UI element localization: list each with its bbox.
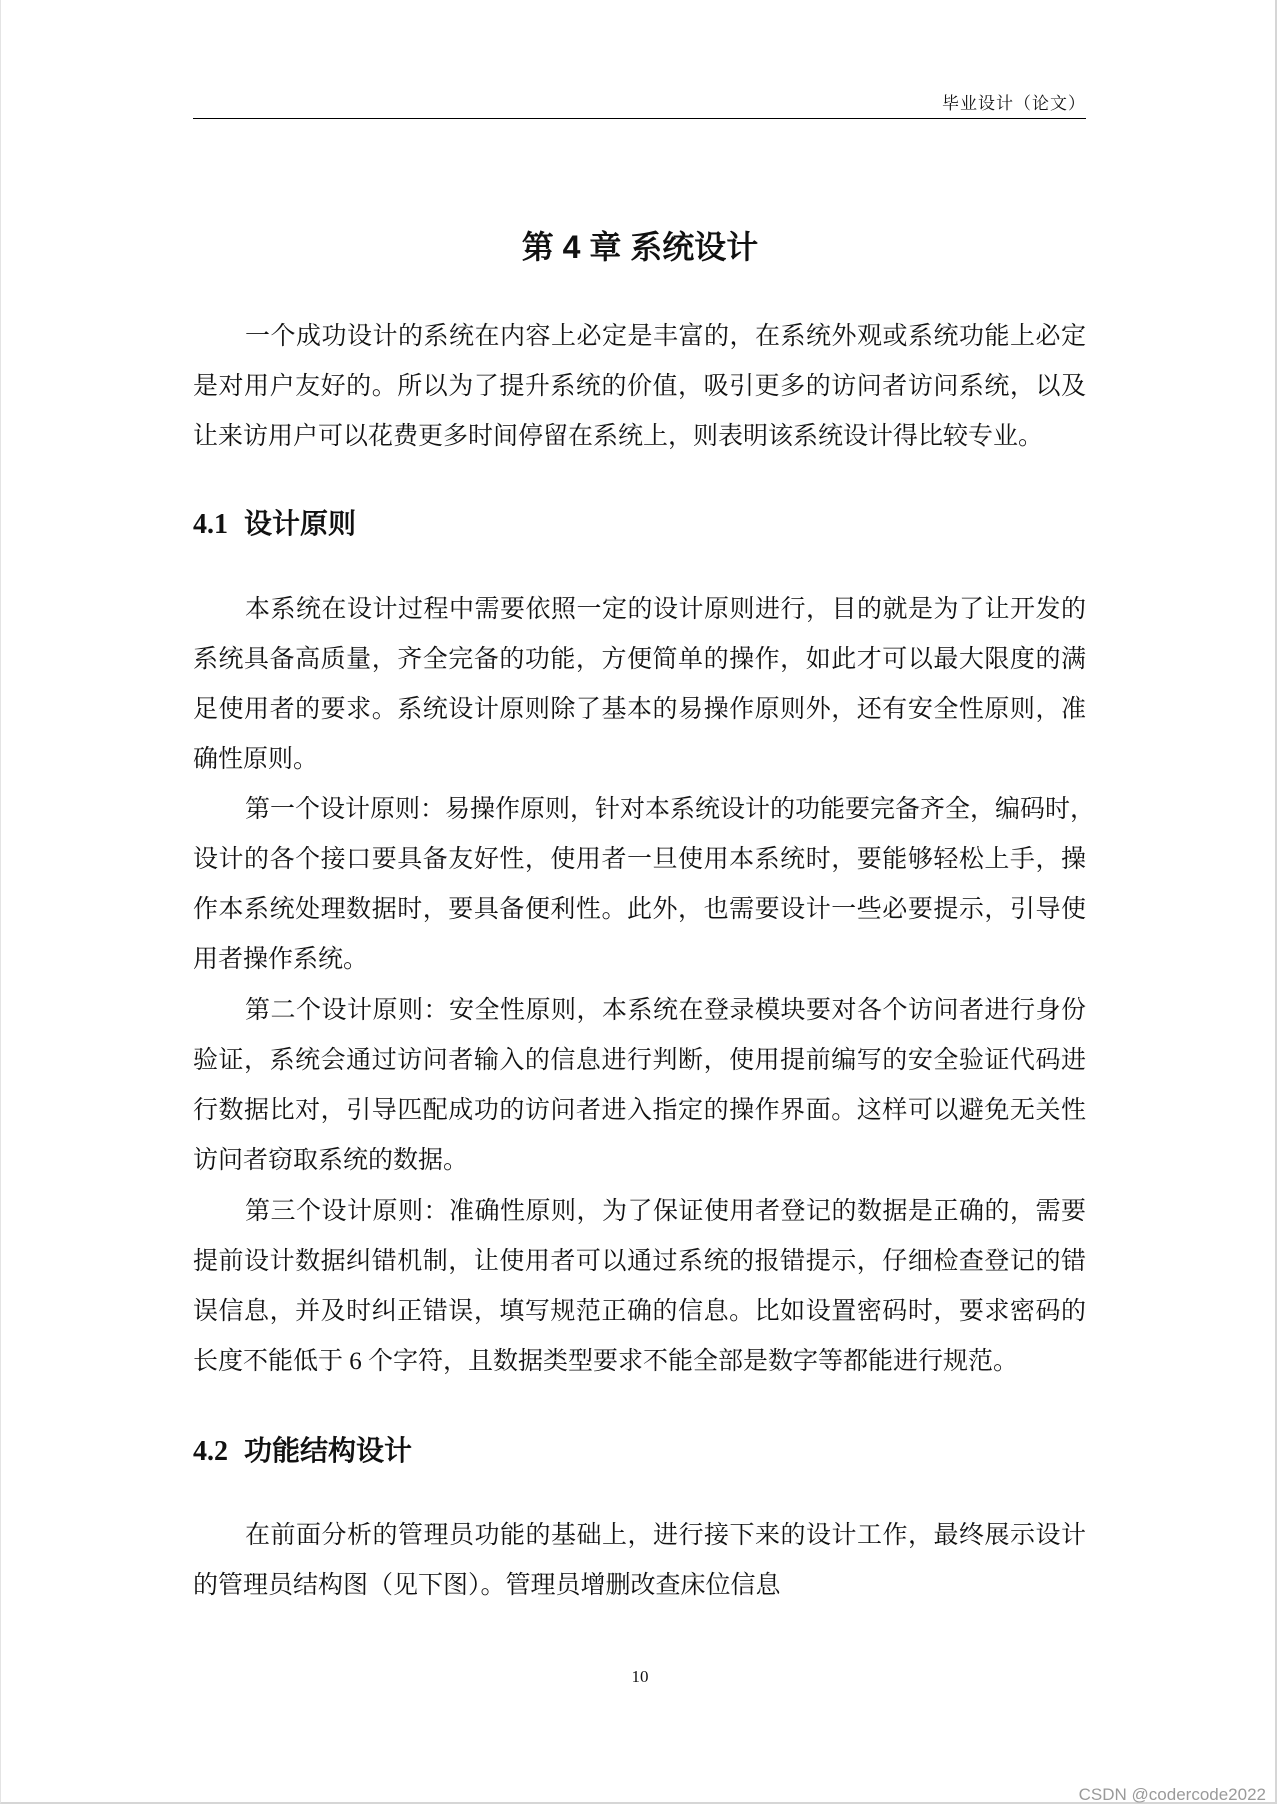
text-line: 的管理员结构图（见下图）。管理员增删改查床位信息 — [193, 1572, 781, 1599]
section-title: 设计原则 — [244, 508, 357, 539]
page-number: 10 — [631, 1667, 649, 1686]
header-rule — [193, 118, 1086, 119]
text-line: 一个成功设计的系统在内容上必定是丰富的，在系统外观或系统功能上必定 — [245, 323, 1086, 350]
watermark: CSDN @codercode2022 — [1078, 1785, 1266, 1804]
paragraph — [193, 785, 1096, 985]
text-line: 验证，系统会通过访问者输入的信息进行判断，使用提前编写的安全验证代码进 — [193, 1047, 1086, 1074]
section-number: 4.2 — [193, 1436, 228, 1467]
text-line: 误信息，并及时纠正错误，填写规范正确的信息。比如设置密码时，要求密码的 — [193, 1298, 1086, 1325]
text-line: 行数据比对，引导匹配成功的访问者进入指定的操作界面。这样可以避免无关性 — [193, 1097, 1086, 1124]
section-number: 4.1 — [193, 509, 228, 540]
text-line: 是对用户友好的。所以为了提升系统的价值，吸引更多的访问者访问系统，以及 — [193, 373, 1086, 400]
section-title: 功能结构设计 — [244, 1435, 413, 1466]
text-line: 确性原则。 — [193, 746, 319, 773]
text-line: 长度不能低于 6 个字符，且数据类型要求不能全部是数字等都能进行规范。 — [193, 1348, 1019, 1375]
running-header: 毕业设计（论文） — [942, 94, 1086, 113]
chapter-title: 第 4 章 系统设计 — [521, 229, 759, 265]
text-line: 提前设计数据纠错机制，让使用者可以通过系统的报错提示，仔细检查登记的错 — [193, 1248, 1086, 1275]
section-heading-4-1 — [193, 506, 356, 543]
text-line: 第二个设计原则：安全性原则，本系统在登录模块要对各个访问者进行身份 — [245, 997, 1086, 1024]
text-line: 让来访用户可以花费更多时间停留在系统上，则表明该系统设计得比较专业。 — [193, 423, 1044, 450]
section-heading-4-2 — [193, 1433, 412, 1470]
text-line: 作本系统处理数据时，要具备便利性。此外，也需要设计一些必要提示，引导使 — [193, 896, 1086, 923]
text-line: 在前面分析的管理员功能的基础上，进行接下来的设计工作，最终展示设计 — [245, 1522, 1086, 1549]
text-line: 设计的各个接口要具备友好性，使用者一旦使用本系统时，要能够轻松上手，操 — [193, 846, 1086, 873]
text-line: 本系统在设计过程中需要依照一定的设计原则进行，目的就是为了让开发的 — [245, 596, 1086, 623]
intro-paragraph — [193, 312, 1086, 462]
text-line: 访问者窃取系统的数据。 — [193, 1147, 469, 1174]
text-line: 足使用者的要求。系统设计原则除了基本的易操作原则外，还有安全性原则，准 — [193, 696, 1086, 723]
paragraph — [193, 986, 1086, 1186]
text-line: 系统具备高质量，齐全完备的功能，方便简单的操作，如此才可以最大限度的满 — [193, 646, 1086, 673]
text-line: 第三个设计原则：准确性原则，为了保证使用者登记的数据是正确的，需要 — [245, 1198, 1086, 1225]
text-line: 用者操作系统。 — [193, 946, 369, 973]
paragraph — [193, 1511, 1086, 1611]
paragraph — [193, 585, 1086, 785]
paragraph — [193, 1187, 1086, 1387]
text-line: 第一个设计原则：易操作原则，针对本系统设计的功能要完备齐全，编码时， — [245, 796, 1096, 823]
